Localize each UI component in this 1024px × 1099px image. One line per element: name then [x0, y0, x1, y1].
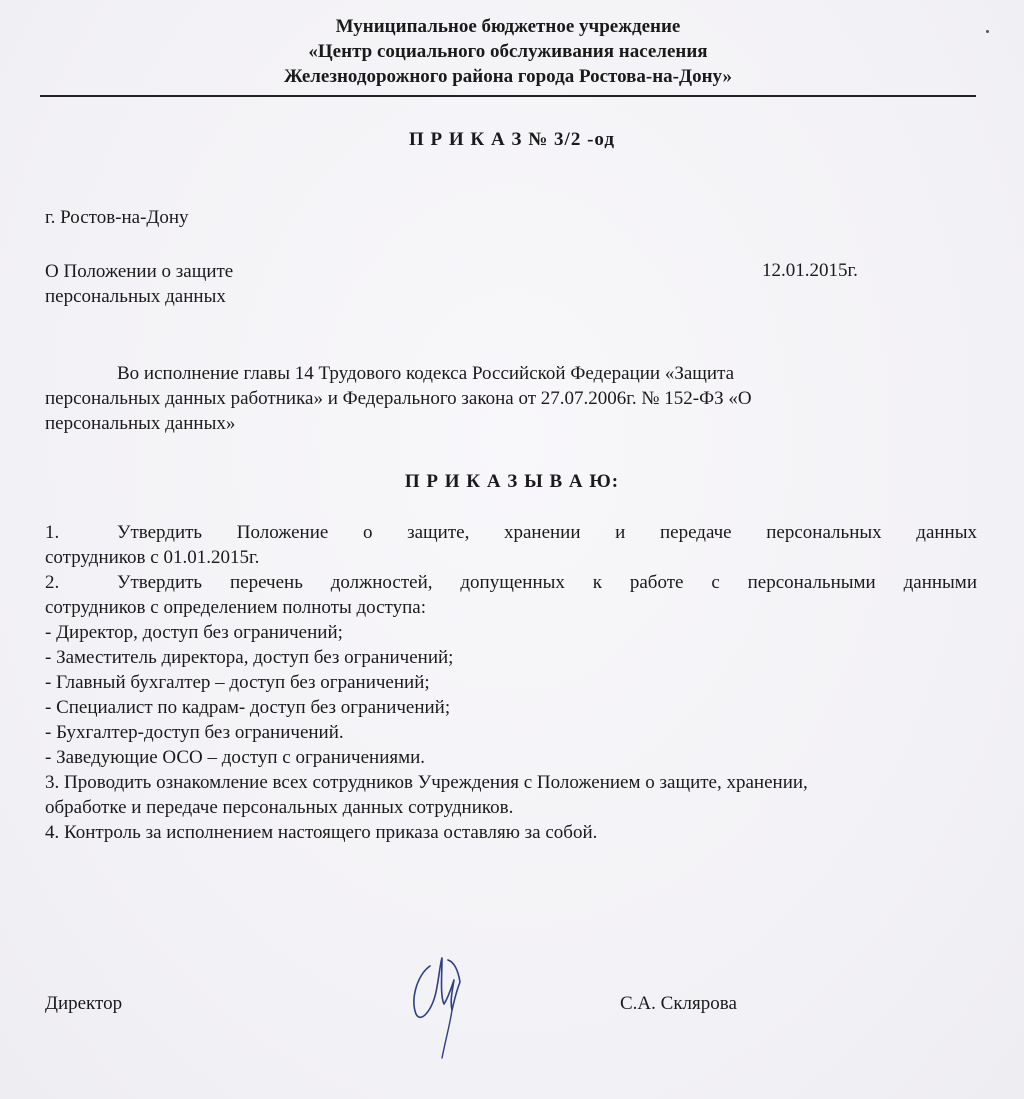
handwritten-signature	[396, 940, 486, 1060]
header-line-3: Железнодорожного района города Ростова-на-Дону»	[284, 66, 732, 87]
preamble-line-3: персональных данных»	[45, 413, 236, 434]
signatory-name: С.А. Склярова	[620, 993, 737, 1014]
order-items	[45, 520, 977, 845]
item-2-line-2: сотрудников с определением полноты доступа:	[45, 597, 426, 618]
position-item: - Директор, доступ без ограничений;	[45, 622, 343, 643]
item-1-number: 1.	[45, 522, 60, 543]
item-3-line-2: обработке и передаче персональных данных сотрудников.	[45, 797, 514, 818]
order-city: г. Ростов-на-Дону	[45, 207, 189, 228]
position-item: - Специалист по кадрам- доступ без ограничений;	[45, 697, 451, 718]
decree-heading: П Р И К А З Ы В А Ю:	[404, 471, 620, 492]
order-date: 12.01.2015г.	[762, 260, 858, 281]
item-1-line-1	[45, 520, 977, 545]
header-divider	[40, 95, 976, 97]
preamble	[45, 361, 975, 436]
item-1-line-2: сотрудников с 01.01.2015г.	[45, 547, 260, 568]
signatory-position: Директор	[45, 993, 123, 1014]
position-item: - Главный бухгалтер – доступ без ограничений;	[45, 672, 430, 693]
item-3-line-1: 3. Проводить ознакомление всех сотрудников Учреждения с Положением о защите, хранении,	[45, 772, 808, 793]
scan-speck	[986, 30, 989, 33]
header-line-2: «Центр социального обслуживания населения	[308, 41, 708, 62]
organization-header	[40, 14, 976, 89]
item-2-number: 2.	[45, 572, 60, 593]
position-item: - Заместитель директора, доступ без ограничений;	[45, 647, 454, 668]
order-title: П Р И К А З № 3/2 -од	[409, 129, 615, 150]
subject-line-1: О Положении о защите	[45, 261, 234, 282]
item-4: 4. Контроль за исполнением настоящего приказа оставляю за собой.	[45, 822, 598, 843]
preamble-line-1: Во исполнение главы 14 Трудового кодекса Российской Федерации «Защита	[117, 363, 735, 384]
subject-line-2: персональных данных	[45, 286, 226, 307]
position-item: - Заведующие ОСО – доступ с ограничениями.	[45, 747, 426, 768]
header-line-1: Муниципальное бюджетное учреждение	[335, 16, 681, 37]
item-2-text: Утвердить перечень должностей, допущенных к работе с персональными данными	[117, 572, 977, 593]
item-1-text: Утвердить Положение о защите, хранении и передаче персональных данных	[117, 522, 977, 543]
order-subject	[45, 259, 233, 309]
position-item: - Бухгалтер-доступ без ограничений.	[45, 722, 344, 743]
item-2-line-1	[45, 570, 977, 595]
preamble-line-2: персональных данных работника» и Федерального закона от 27.07.2006г. № 152-ФЗ «О	[45, 388, 752, 409]
